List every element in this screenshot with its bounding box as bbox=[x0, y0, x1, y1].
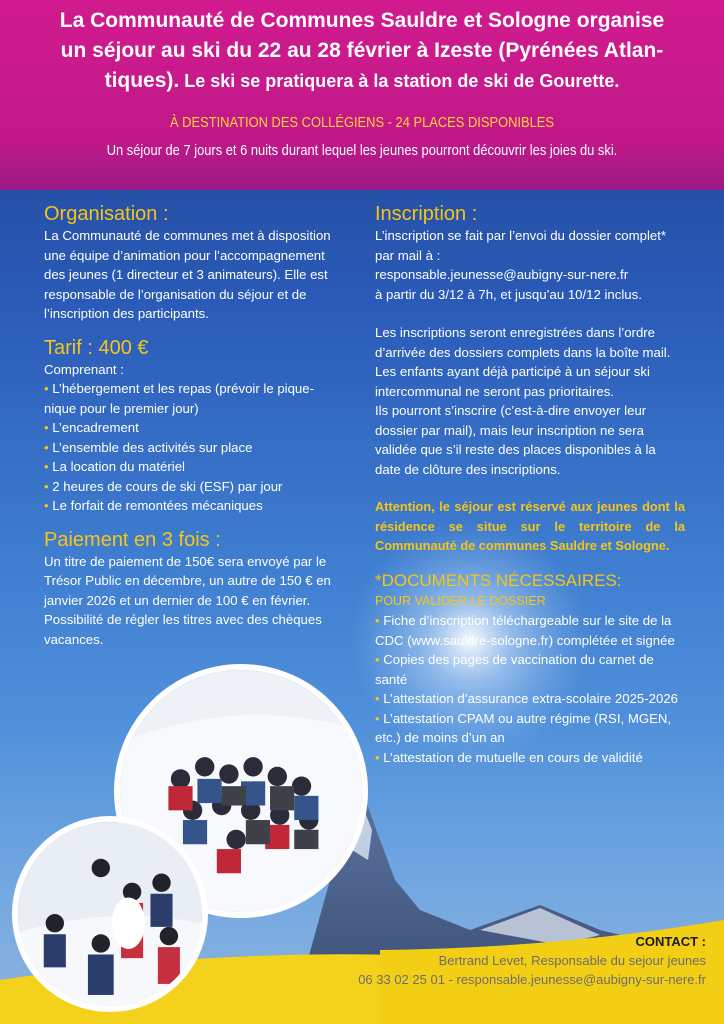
list-item: • L’encadrement bbox=[44, 418, 344, 438]
title-line-2: un séjour au ski du 22 au 28 février à Izeste (Pyrénées Atlan- bbox=[60, 39, 664, 62]
right-column bbox=[375, 202, 685, 767]
contact-block bbox=[358, 932, 706, 989]
documents-heading: *DOCUMENTS NÉCESSAIRES: bbox=[375, 570, 622, 590]
list-item: • L’ensemble des activités sur place bbox=[44, 438, 344, 458]
documents-list bbox=[375, 611, 685, 767]
title-line-1: La Communauté de Communes Sauldre et Sologne organise bbox=[59, 9, 665, 32]
inscription-email: responsable.jeunesse@aubigny-sur-nere.fr bbox=[375, 267, 629, 282]
tarif-list bbox=[44, 379, 344, 516]
organisation-heading: Organisation : bbox=[44, 203, 169, 225]
inscription-p4: Ils pourront s’inscrire (c’est-à-dire envoyer leur dossier par mail), mais leur inscription ne sera validée que s’il reste des places disponibles à la date de clôture des inscriptions. bbox=[375, 403, 656, 477]
group-photo-small bbox=[12, 816, 208, 1012]
tarif-heading: Tarif : 400 € bbox=[44, 336, 149, 359]
destination-text: À DESTINATION DES COLLÉGIENS - 24 PLACES DISPONIBLES bbox=[169, 114, 555, 131]
list-item: • L’attestation CPAM ou autre régime (RSI, MGEN, etc.) de moins d’un an bbox=[375, 709, 685, 748]
inscription-p3: Les enfants ayant déjà participé à un séjour ski intercommunal ne seront pas prioritaires. bbox=[375, 364, 650, 399]
paiement-heading: Paiement en 3 fois : bbox=[44, 528, 221, 551]
list-item: • L’hébergement et les repas (prévoir le pique-nique pour le premier jour) bbox=[44, 379, 344, 418]
paiement-text: Un titre de paiement de 150€ sera envoyé par le Trésor Public en décembre, un autre de 150 € en janvier 2026 et un dernier de 100 € en février. Possibilité de régler les titres avec des chèques vacances. bbox=[44, 553, 331, 647]
title-line-3 bbox=[30, 66, 694, 96]
contact-name: Bertrand Levet, Responsable du sejour jeunes bbox=[438, 953, 706, 968]
organisation-text: La Communauté de communes met à disposition une équipe d’animation pour l’accompagnement des jeunes (1 directeur et 3 animateurs). Elle est responsable de l’organisation du séjour et de l’inscription des participants. bbox=[44, 228, 331, 321]
list-item: • L’attestation d’assurance extra-scolaire 2025-2026 bbox=[375, 689, 685, 709]
title-line-3-rest: Le ski se pratiquera à la station de ski de Gourette. bbox=[179, 71, 620, 91]
left-column bbox=[44, 202, 344, 649]
inscription-p2: Les inscriptions seront enregistrées dans l’ordre d’arrivée des dossiers complets dans la boîte mail. bbox=[375, 325, 671, 360]
list-item: • La location du matériel bbox=[44, 457, 344, 477]
inscription-heading: Inscription : bbox=[375, 203, 478, 225]
page-title bbox=[30, 6, 694, 96]
contact-phone-email: 06 33 02 25 01 - responsable.jeunesse@aubigny-sur-nere.fr bbox=[358, 972, 706, 987]
inscription-dates: à partir du 3/12 à 7h, et jusqu’au 10/12 inclus. bbox=[375, 286, 642, 302]
contact-label: CONTACT : bbox=[635, 934, 706, 949]
description-text: Un séjour de 7 jours et 6 nuits durant lequel les jeunes pourront découvrir les joies du ski. bbox=[106, 142, 618, 159]
list-item: • Fiche d’inscription téléchargeable sur le site de la CDC (www.sauldre-sologne.fr) complétée et signée bbox=[375, 611, 685, 650]
inscription-p1: L’inscription se fait par l’envoi du dossier complet* par mail à : bbox=[375, 228, 667, 263]
tarif-intro: Comprenant : bbox=[44, 361, 124, 377]
documents-subheading: POUR VALIDER LE DOSSIER bbox=[375, 593, 546, 608]
header-banner bbox=[0, 0, 724, 190]
list-item: • 2 heures de cours de ski (ESF) par jour bbox=[44, 477, 344, 497]
list-item: • Copies des pages de vaccination du carnet de santé bbox=[375, 650, 685, 689]
list-item: • L’attestation de mutuelle en cours de validité bbox=[375, 748, 685, 768]
title-line-3-bold: tiques). bbox=[104, 69, 180, 92]
warning-text: Attention, le séjour est réservé aux jeunes dont la résidence se situe sur le territoire de la Communauté de communes Sauldre et Sologne. bbox=[375, 499, 685, 553]
list-item: • Le forfait de remontées mécaniques bbox=[44, 496, 344, 516]
